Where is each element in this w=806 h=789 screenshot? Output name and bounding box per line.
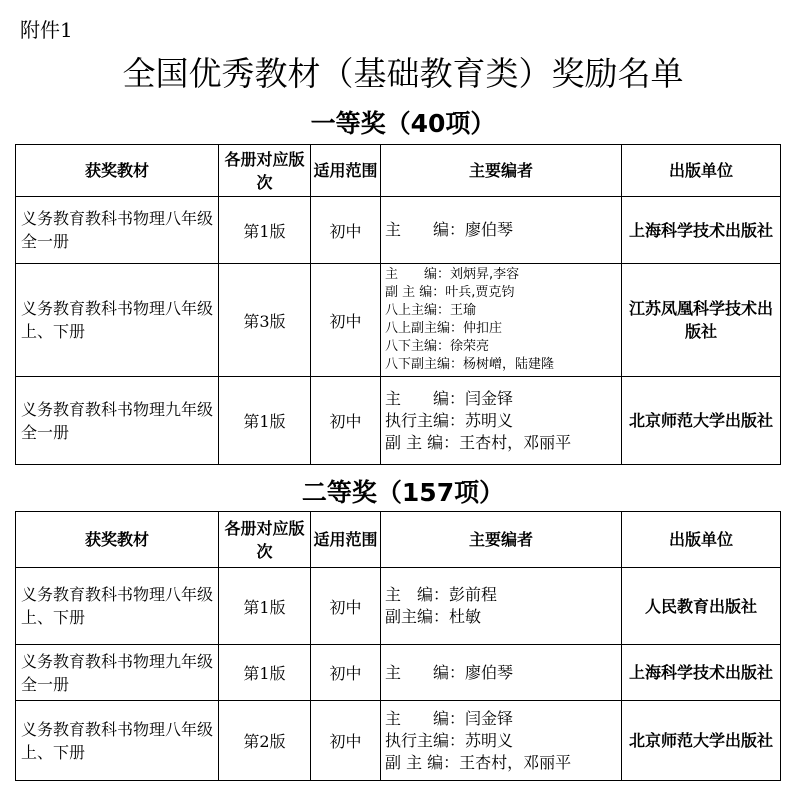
editor-line: 执行主编：苏明义 xyxy=(385,730,514,750)
header-publisher: 出版单位 xyxy=(622,512,781,568)
table-row xyxy=(16,568,781,645)
table-row xyxy=(16,264,781,377)
edition-cell: 第3版 xyxy=(219,264,311,377)
editors-cell xyxy=(381,377,622,465)
editor-line: 主 编：彭前程 xyxy=(385,585,498,604)
editor-line: 主 编：闫金铎 xyxy=(385,388,514,408)
editor-line: 八上主编：王瑜 xyxy=(385,303,477,318)
editors-cell xyxy=(381,264,622,377)
table-header-row xyxy=(16,145,781,197)
scope-cell: 初中 xyxy=(311,645,381,701)
publisher-cell: 北京师范大学出版社 xyxy=(622,377,781,465)
editor-line: 主 编：廖伯琴 xyxy=(385,662,514,682)
publisher-cell: 北京师范大学出版社 xyxy=(622,701,781,781)
editor-line: 八上副主编：仲扣庄 xyxy=(385,321,503,336)
publisher-cell: 江苏凤凰科学技术出版社 xyxy=(622,264,781,377)
book-cell: 义务教育教科书物理八年级上、下册 xyxy=(16,701,219,781)
header-book: 获奖教材 xyxy=(16,145,219,197)
first-prize-heading: 一等奖（40项） xyxy=(310,109,496,138)
editor-line: 主 编：廖伯琴 xyxy=(385,220,514,239)
publisher-cell: 人民教育出版社 xyxy=(622,568,781,645)
book-cell: 义务教育教科书物理八年级全一册 xyxy=(16,197,219,264)
header-publisher: 出版单位 xyxy=(622,145,781,197)
editor-line: 主 编：刘炳昇,李容 xyxy=(385,267,520,282)
scope-cell: 初中 xyxy=(311,197,381,264)
second-prize-heading: 二等奖（157项） xyxy=(301,478,505,507)
scope-cell: 初中 xyxy=(311,568,381,645)
header-scope: 适用范围 xyxy=(311,512,381,568)
editors-cell xyxy=(381,645,622,701)
scope-cell: 初中 xyxy=(311,701,381,781)
editors-cell xyxy=(381,197,622,264)
editor-line: 副主编：杜敏 xyxy=(385,607,482,626)
editor-line: 八下主编：徐荣亮 xyxy=(385,339,490,354)
edition-cell: 第1版 xyxy=(219,645,311,701)
editors-cell xyxy=(381,701,622,781)
table-row xyxy=(16,197,781,264)
second-prize-table xyxy=(15,511,781,781)
publisher-cell: 上海科学技术出版社 xyxy=(622,645,781,701)
editor-line: 八下副主编：杨树嶒，陆建隆 xyxy=(385,357,555,372)
first-prize-table xyxy=(15,144,781,465)
editor-line: 副 主 编：王杏村，邓丽平 xyxy=(385,752,572,772)
scope-cell: 初中 xyxy=(311,377,381,465)
header-editors: 主要编者 xyxy=(381,512,622,568)
book-cell: 义务教育教科书物理九年级全一册 xyxy=(16,377,219,465)
header-edition: 各册对应版次 xyxy=(219,512,311,568)
header-scope: 适用范围 xyxy=(311,145,381,197)
editor-line: 执行主编：苏明义 xyxy=(385,410,514,430)
editors-cell xyxy=(381,568,622,645)
page-title: 全国优秀教材（基础教育类）奖励名单 xyxy=(122,54,684,93)
publisher-cell: 上海科学技术出版社 xyxy=(622,197,781,264)
table-row xyxy=(16,645,781,701)
header-book: 获奖教材 xyxy=(16,512,219,568)
book-cell: 义务教育教科书物理八年级上、下册 xyxy=(16,568,219,645)
edition-cell: 第2版 xyxy=(219,701,311,781)
header-edition: 各册对应版次 xyxy=(219,145,311,197)
table-row xyxy=(16,701,781,781)
header-editors: 主要编者 xyxy=(381,145,622,197)
edition-cell: 第1版 xyxy=(219,568,311,645)
scope-cell: 初中 xyxy=(311,264,381,377)
edition-cell: 第1版 xyxy=(219,377,311,465)
table-header-row xyxy=(16,512,781,568)
edition-cell: 第1版 xyxy=(219,197,311,264)
editor-line: 副 主 编：王杏村，邓丽平 xyxy=(385,432,572,452)
editor-line: 副 主 编：叶兵,贾克钧 xyxy=(385,285,515,300)
table-row xyxy=(16,377,781,465)
book-cell: 义务教育教科书物理八年级上、下册 xyxy=(16,264,219,377)
attachment-label: 附件1 xyxy=(20,18,73,42)
book-cell: 义务教育教科书物理九年级全一册 xyxy=(16,645,219,701)
editor-line: 主 编：闫金铎 xyxy=(385,708,514,728)
